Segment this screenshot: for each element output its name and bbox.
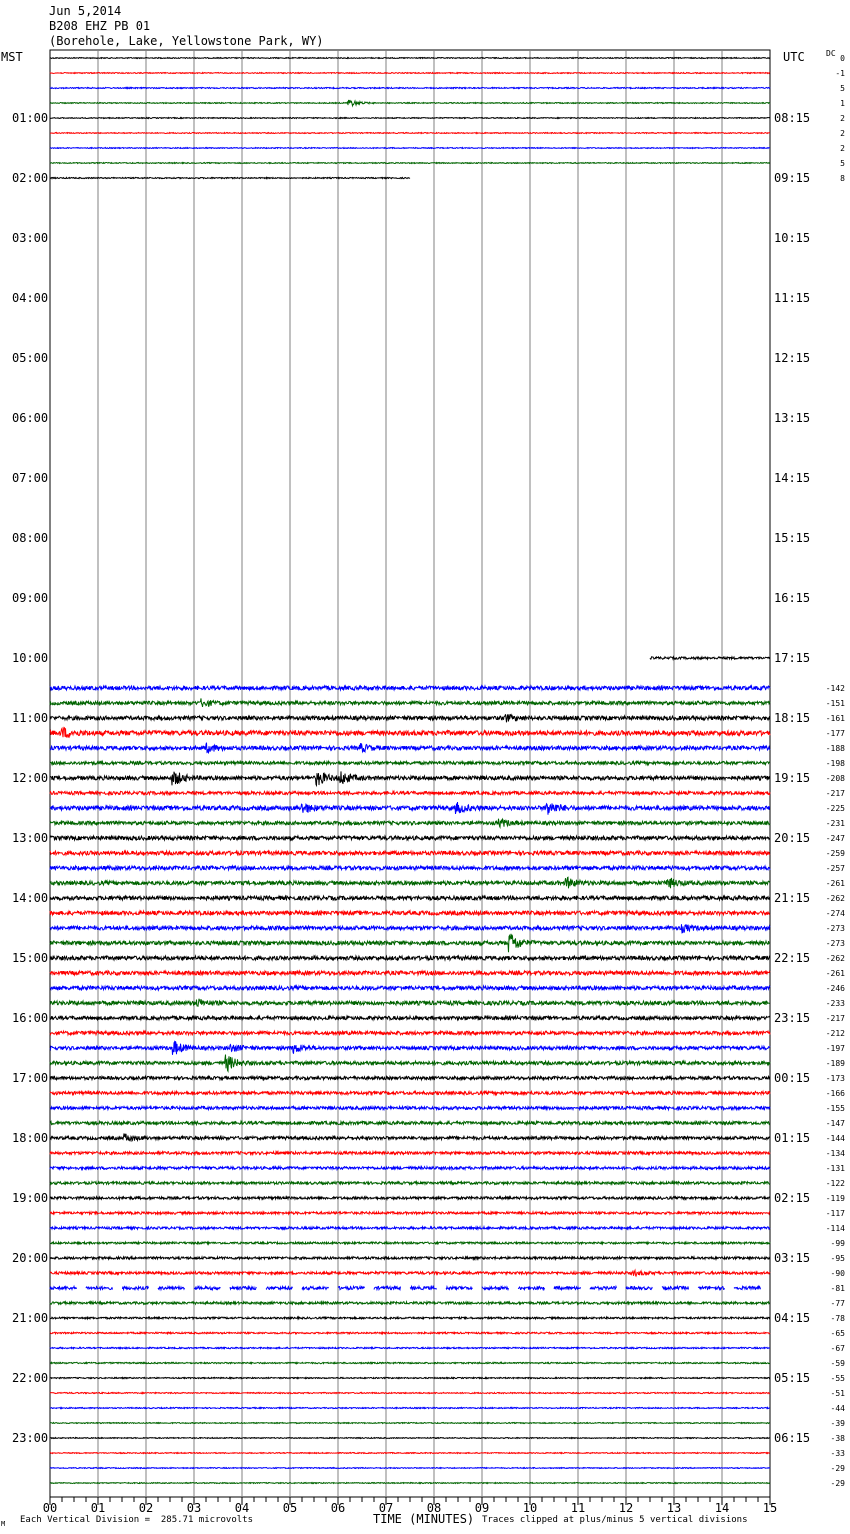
dc-offset-label: -44 (830, 1404, 845, 1413)
hour-label-right: 14:15 (774, 471, 811, 485)
hour-label-left: 20:00 (12, 1251, 49, 1265)
dc-offset-label: -177 (825, 729, 845, 738)
seismic-trace (50, 1041, 770, 1055)
dc-offset-label: -173 (825, 1074, 845, 1083)
seismic-trace (50, 1212, 770, 1214)
hour-label-left: 07:00 (12, 471, 49, 485)
right-timezone-label: UTC (783, 50, 805, 64)
dc-offset-label: -212 (825, 1029, 845, 1038)
seismic-trace (50, 1242, 770, 1244)
seismic-trace (50, 714, 770, 722)
seismic-trace (50, 177, 410, 178)
seismic-trace (50, 1302, 770, 1304)
seismic-trace (50, 1423, 770, 1424)
vertical-scale-note: Each Vertical Division = 285.71 microvolts (20, 1515, 253, 1525)
seismic-trace (50, 1270, 770, 1276)
dc-offset-label: -262 (825, 894, 845, 903)
dc-offset-label: -29 (830, 1464, 845, 1473)
hour-label-left: 10:00 (12, 651, 49, 665)
seismic-trace (50, 986, 770, 990)
seismic-trace (50, 1468, 770, 1469)
seismic-trace (50, 1377, 770, 1378)
hour-label-left: 03:00 (12, 231, 49, 245)
x-tick-label: 12 (618, 1501, 634, 1515)
plot-date: Jun 5,2014 (49, 4, 122, 18)
seismic-trace (50, 73, 770, 74)
dc-offset-label: 2 (840, 129, 845, 138)
station-location: (Borehole, Lake, Yellowstone Park, WY) (49, 34, 324, 48)
seismic-trace (50, 100, 770, 106)
hour-label-right: 08:15 (774, 111, 811, 125)
x-tick-label: 15 (762, 1501, 778, 1515)
dc-offset-label: -233 (825, 999, 845, 1008)
seismic-trace (50, 771, 770, 785)
dc-offset-label: -257 (825, 864, 845, 873)
seismic-trace (50, 802, 770, 815)
hour-label-left: 06:00 (12, 411, 49, 425)
plot-frame (50, 50, 770, 1497)
seismic-trace (50, 1317, 770, 1319)
seismic-trace (50, 836, 770, 840)
dc-offset-label: -151 (825, 699, 845, 708)
hour-label-right: 01:15 (774, 1131, 811, 1145)
seismic-trace (50, 761, 770, 764)
seismic-trace (50, 877, 770, 888)
seismic-trace (50, 791, 770, 794)
dc-offset-label: -122 (825, 1179, 845, 1188)
hour-label-right: 16:15 (774, 591, 811, 605)
seismic-trace (50, 118, 770, 119)
seismic-trace (50, 1227, 770, 1229)
dc-offset-label: -273 (825, 924, 845, 933)
hour-label-right: 12:15 (774, 351, 811, 365)
hour-label-right: 09:15 (774, 171, 811, 185)
dc-offset-label: -95 (830, 1254, 845, 1263)
seismic-trace (50, 1076, 770, 1079)
dc-offset-label: 0 (840, 54, 845, 63)
dc-offset-label: -131 (825, 1164, 845, 1173)
x-tick-label: 05 (282, 1501, 298, 1515)
seismic-trace (50, 1332, 770, 1334)
seismic-trace (50, 1152, 770, 1155)
dc-offset-label: -217 (825, 1014, 845, 1023)
seismic-trace (50, 1362, 770, 1363)
hour-label-right: 05:15 (774, 1371, 811, 1385)
hour-label-left: 01:00 (12, 111, 49, 125)
x-axis-title: TIME (MINUTES) (373, 1512, 475, 1526)
seismic-trace (50, 819, 770, 828)
x-tick-label: 14 (714, 1501, 730, 1515)
dc-offset-label: 2 (840, 114, 845, 123)
hour-label-right: 17:15 (774, 651, 811, 665)
x-tick-label: 00 (42, 1501, 58, 1515)
dc-offset-label: -188 (825, 744, 845, 753)
hour-label-left: 13:00 (12, 831, 49, 845)
hour-label-left: 22:00 (12, 1371, 49, 1385)
dc-offset-label: -1 (835, 69, 845, 78)
dc-offset-label: -262 (825, 954, 845, 963)
dc-offset-label: 8 (840, 174, 845, 183)
seismic-trace (50, 133, 770, 134)
seismic-trace (50, 1407, 770, 1408)
hour-label-right: 03:15 (774, 1251, 811, 1265)
seismic-trace (50, 1483, 770, 1484)
seismic-trace (50, 1091, 770, 1094)
x-tick-label: 01 (90, 1501, 106, 1515)
dc-offset-label: -90 (830, 1269, 845, 1278)
hour-label-right: 10:15 (774, 231, 811, 245)
seismic-trace (50, 1197, 770, 1200)
dc-offset-label: -134 (825, 1149, 845, 1158)
hour-label-left: 08:00 (12, 531, 49, 545)
clip-note: Traces clipped at plus/minus 5 vertical divisions (482, 1515, 748, 1525)
hour-label-left: 12:00 (12, 771, 49, 785)
hour-label-left: 18:00 (12, 1131, 49, 1145)
hour-label-right: 11:15 (774, 291, 811, 305)
hour-label-left: 02:00 (12, 171, 49, 185)
dc-offset-label: -67 (830, 1344, 845, 1353)
seismic-trace (50, 1347, 770, 1348)
dc-offset-label: 1 (840, 99, 845, 108)
dc-offset-label: -274 (825, 909, 845, 918)
dc-offset-label: -273 (825, 939, 845, 948)
seismic-trace (50, 148, 770, 149)
hour-label-right: 21:15 (774, 891, 811, 905)
dc-offset-label: -261 (825, 879, 845, 888)
seismic-trace (50, 1286, 770, 1289)
seismic-trace (50, 924, 770, 933)
seismic-trace (50, 163, 770, 164)
seismic-trace (50, 1133, 770, 1140)
dc-offset-label: 5 (840, 159, 845, 168)
dc-offset-label: -197 (825, 1044, 845, 1053)
dc-offset-label: -51 (830, 1389, 845, 1398)
seismic-trace (50, 698, 770, 707)
hour-label-right: 20:15 (774, 831, 811, 845)
seismic-trace (50, 1055, 770, 1072)
dc-offset-label: -166 (825, 1089, 845, 1098)
dc-offset-label: -147 (825, 1119, 845, 1128)
seismic-trace (50, 743, 770, 754)
dc-offset-label: -231 (825, 819, 845, 828)
dc-offset-label: 5 (840, 84, 845, 93)
dc-offset-label: -225 (825, 804, 845, 813)
dc-offset-label: -155 (825, 1104, 845, 1113)
hour-label-left: 09:00 (12, 591, 49, 605)
hour-label-right: 15:15 (774, 531, 811, 545)
x-tick-label: 13 (666, 1501, 682, 1515)
x-tick-label: 03 (186, 1501, 202, 1515)
dc-offset-label: 2 (840, 144, 845, 153)
left-timezone-label: MST (1, 50, 23, 64)
dc-offset-label: -114 (825, 1224, 845, 1233)
seismic-trace (50, 999, 770, 1006)
seismic-trace (50, 934, 770, 952)
hour-label-left: 21:00 (12, 1311, 49, 1325)
dc-offset-label: -217 (825, 789, 845, 798)
dc-offset-label: -117 (825, 1209, 845, 1218)
hour-label-left: 05:00 (12, 351, 49, 365)
dc-offset-label: -119 (825, 1194, 845, 1203)
x-tick-label: 09 (474, 1501, 490, 1515)
dc-offset-label: -189 (825, 1059, 845, 1068)
seismic-trace (50, 1016, 770, 1020)
hour-label-left: 23:00 (12, 1431, 49, 1445)
seismic-trace (50, 956, 770, 960)
x-tick-label: 11 (570, 1501, 586, 1515)
seismic-trace (650, 657, 770, 659)
hour-label-left: 11:00 (12, 711, 49, 725)
dc-offset-label: -29 (830, 1479, 845, 1488)
seismic-trace (50, 1392, 770, 1393)
hour-label-left: 15:00 (12, 951, 49, 965)
hour-label-right: 18:15 (774, 711, 811, 725)
x-tick-label: 02 (138, 1501, 154, 1515)
dc-offset-label: -259 (825, 849, 845, 858)
dc-offset-header: DC (826, 49, 836, 58)
dc-offset-label: -59 (830, 1359, 845, 1368)
x-tick-label: 06 (330, 1501, 346, 1515)
seismic-trace (50, 1438, 770, 1439)
dc-offset-label: -261 (825, 969, 845, 978)
hour-label-right: 02:15 (774, 1191, 811, 1205)
dc-offset-label: -246 (825, 984, 845, 993)
seismic-trace (50, 911, 770, 915)
hour-label-right: 06:15 (774, 1431, 811, 1445)
dc-offset-label: -38 (830, 1434, 845, 1443)
hour-label-right: 00:15 (774, 1071, 811, 1085)
x-tick-label: 04 (234, 1501, 250, 1515)
seismic-trace (50, 1453, 770, 1454)
hour-label-right: 04:15 (774, 1311, 811, 1325)
hour-label-left: 16:00 (12, 1011, 49, 1025)
seismic-trace (50, 851, 770, 855)
hour-label-left: 17:00 (12, 1071, 49, 1085)
dc-offset-label: -247 (825, 834, 845, 843)
dc-offset-label: -99 (830, 1239, 845, 1248)
hour-label-right: 22:15 (774, 951, 811, 965)
dc-offset-label: -208 (825, 774, 845, 783)
dc-offset-label: -198 (825, 759, 845, 768)
seismic-trace (50, 896, 770, 900)
dc-offset-label: -65 (830, 1329, 845, 1338)
seismic-trace (50, 1167, 770, 1170)
hour-label-left: 04:00 (12, 291, 49, 305)
hour-label-left: 19:00 (12, 1191, 49, 1205)
seismic-trace (50, 866, 770, 870)
seismic-trace (50, 87, 770, 88)
seismic-trace (50, 686, 770, 690)
seismic-trace (50, 727, 770, 737)
dc-offset-label: -39 (830, 1419, 845, 1428)
corner-mark: M (1, 1520, 6, 1528)
dc-offset-label: -55 (830, 1374, 845, 1383)
seismic-trace (50, 1121, 770, 1124)
hour-label-right: 13:15 (774, 411, 811, 425)
station-code: B208 EHZ PB 01 (49, 19, 151, 33)
dc-offset-label: -161 (825, 714, 845, 723)
hour-label-right: 19:15 (774, 771, 811, 785)
dc-offset-label: -144 (825, 1134, 845, 1143)
seismic-trace (50, 971, 770, 975)
seismic-trace (50, 58, 770, 59)
dc-offset-label: -81 (830, 1284, 845, 1293)
x-tick-label: 10 (522, 1501, 538, 1515)
seismic-trace (50, 1182, 770, 1185)
x-tick-label: 08 (426, 1501, 442, 1515)
hour-label-left: 14:00 (12, 891, 49, 905)
seismic-trace (50, 1106, 770, 1109)
dc-offset-label: -77 (830, 1299, 845, 1308)
dc-offset-label: -142 (825, 684, 845, 693)
seismic-trace (50, 1031, 770, 1035)
x-tick-label: 07 (378, 1501, 394, 1515)
dc-offset-label: -33 (830, 1449, 845, 1458)
dc-offset-label: -78 (830, 1314, 845, 1323)
hour-label-right: 23:15 (774, 1011, 811, 1025)
seismic-trace (50, 1257, 770, 1259)
